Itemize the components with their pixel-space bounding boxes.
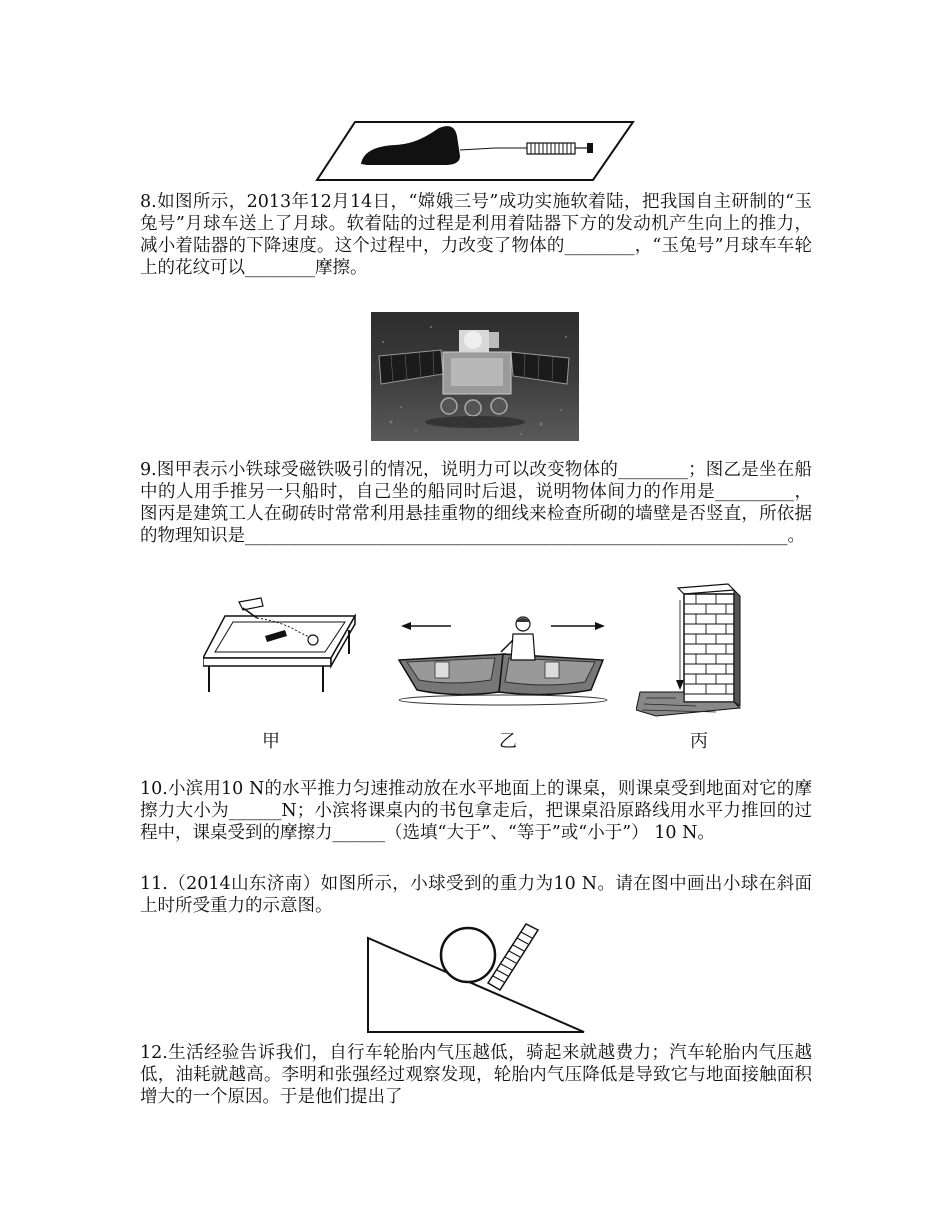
question-8-text: 8.如图所示，2013年12月14日，“嫦娥三号”成功实施软着陆，把我国自主研制的“玉兔号”月球车送上了月球。软着陆的过程是利用着陆器下方的发动机产生向上的推力，减小着陆器的下降速度。这个过程中，力改变了物体的________，“玉兔号”月球车车轮上的花纹可以________摩擦。 [140,192,812,278]
lunar-rover-photo [371,312,579,441]
caption-jia: 甲 [262,731,280,752]
question-12-text: 12.生活经验告诉我们，自行车轮胎内气压越低，骑起来就越费力；汽车轮胎内气压越低，油耗就越高。李明和张强经过观察发现，轮胎内气压降低是导致它与地面接触面积增大的一个原因。于是他们提出了 [140,1043,812,1107]
question-9-text: 9.图甲表示小铁球受磁铁吸引的情况，说明力可以改变物体的________；图乙是坐在船中的人用手推另一只船时，自己坐的船同时后退，说明物体间力的作用是_________，图丙是建筑工人在砌砖时常常利用悬挂重物的细线来检查所砌的墙壁是否竖直，所依据的物理知识是______________________________________________________________。 [140,460,812,546]
boats-push-figure [395,600,610,708]
question-10-text: 10.小滨用10 N的水平推力匀速推动放在水平地面上的课桌，则课桌受到地面对它的摩擦力大小为______N；小滨将课桌内的书包拿走后，把课桌沿原路线用水平力推回的过程中，课桌受到的摩擦力______（选填“大于”、“等于”或“小于”） 10 N。 [140,779,812,843]
caption-yi: 乙 [499,731,517,752]
shoe-spring-scale-figure [315,118,635,184]
ball-on-incline-figure [366,920,586,1036]
brick-wall-plumb-figure [636,580,746,720]
question-11-text: 11.（2014山东济南）如图所示，小球受到的重力为10 N。请在图中画出小球在斜面上时所受重力的示意图。 [140,874,812,916]
caption-bing: 丙 [690,731,708,752]
magnet-ball-table-figure [203,592,363,724]
